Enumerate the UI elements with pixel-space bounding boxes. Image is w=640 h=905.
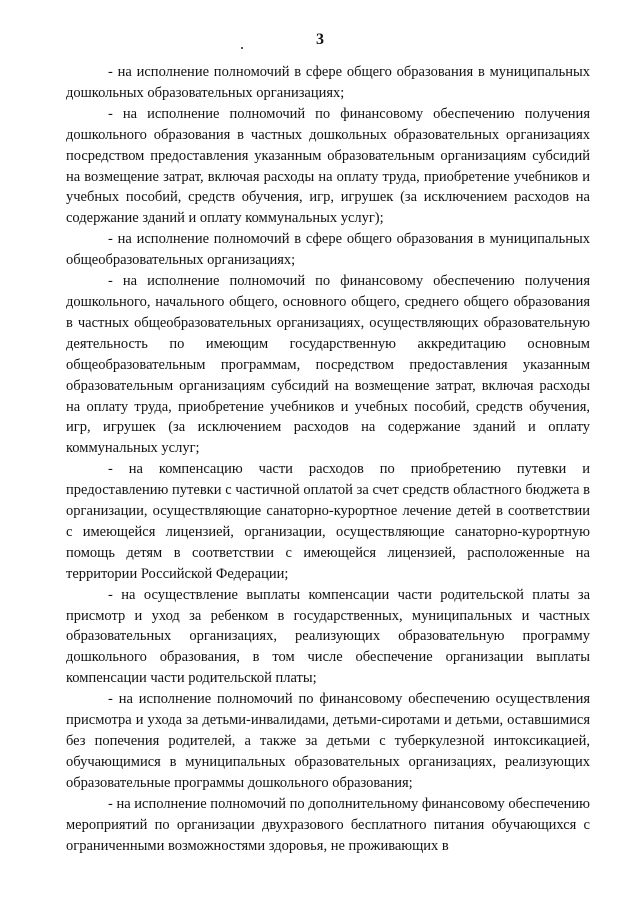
- paragraph-general-education-powers: - на исполнение полномочий в сфере общего образования в муниципальных общеобразовательных организациях;: [66, 231, 590, 269]
- paragraph-meals-disabled-students: - на исполнение полномочий по дополнительному финансовому обеспечению мероприятий по организации двухразового бесплатного питания обучающихся с ограниченными возможностями здоровья, не проживающих в: [66, 795, 590, 854]
- paragraph-childcare-special-categories: - на исполнение полномочий по финансовому обеспечению осуществления присмотра и ухода за детьми-инвалидами, детьми-сиротами и детьми, оставшимися без попечения родителей, а также за детьми с туберкулезной интоксикацией, обучающимися в муниципальных образовательных организациях, реализующих образовательные программы дошкольного образования;: [66, 691, 590, 791]
- paragraph-private-preschool-funding: - на исполнение полномочий по финансовому обеспечению получения дошкольного образования в частных дошкольных образовательных организациях посредством предоставления указанным образовательным организациям субсидий на возмещение затрат, включая расходы на оплату труда, приобретение учебников и учебных пособий, средств обучения, игр, игрушек (за исключением расходов на содержание зданий и оплату коммунальных услуг);: [66, 105, 590, 227]
- paragraph-preschool-powers: - на исполнение полномочий в сфере общего образования в муниципальных дошкольных образовательных организациях;: [66, 64, 590, 101]
- scan-speck: [241, 47, 243, 49]
- page-number: 3: [316, 31, 324, 48]
- paragraph-sanatorium-voucher-compensation: - на компенсацию части расходов по приобретению путевки и предоставлению путевки с частичной оплатой за счет средств областного бюджета в организации, осуществляющие санаторно-курортное лечение детей в соответствии с имеющейся лицензией, организации, осуществляющие санаторно-курортную помощь детям в соответствии с имеющейся лицензией, расположенные на территории Российской Федерации;: [66, 461, 590, 582]
- paragraph-parental-fee-compensation: - на осуществление выплаты компенсации части родительской платы за присмотр и уход за ребенком в государственных, муниципальных и частных образовательных организациях, реализующих образовательную программу дошкольного образования, в том числе обеспечение организации выплаты компенсации части родительской платы;: [66, 586, 590, 687]
- document-body: [66, 62, 590, 856]
- paragraph-private-general-education-funding: - на исполнение полномочий по финансовому обеспечению получения дошкольного, начального общего, основного общего, среднего общего образования в частных общеобразовательных организациях, осуществляющих образовательную деятельность по имеющим государственную аккредитацию основным общеобразовательным программам, посредством предоставления указанным образовательным организациям субсидий на возмещение затрат, включая расходы на оплату труда, приобретение учебников и учебных пособий, средств обучения, игр, игрушек (за исключением расходов на содержание зданий и оплату коммунальных услуг;: [66, 273, 590, 457]
